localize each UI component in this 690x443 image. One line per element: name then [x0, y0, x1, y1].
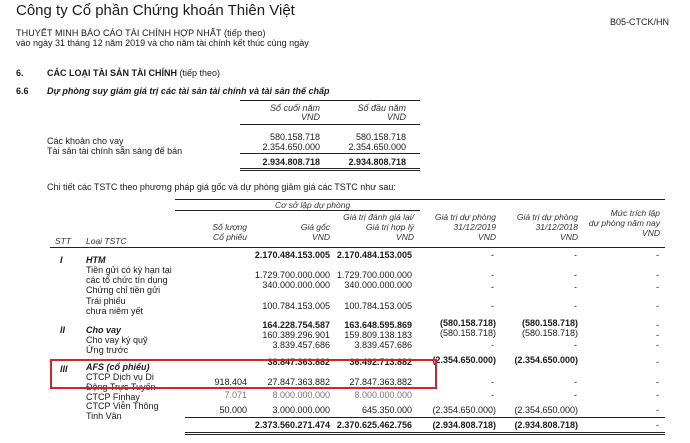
table1-row-label: Tài sản tài chính sẵn sàng để bán	[47, 146, 183, 156]
row-label: Động Trực Tuyến	[86, 382, 156, 392]
row-cost: 2.170.484.153.005	[254, 250, 330, 260]
row-cost: 340.000.000.000	[262, 280, 330, 290]
row-dp2019: (580.158.718)	[439, 328, 496, 338]
dash: -	[574, 390, 577, 400]
dash: -	[491, 270, 494, 280]
row-fair: 2.170.484.153.005	[336, 250, 412, 260]
row-fair: 100.784.153.005	[344, 301, 412, 311]
col-dp2018-1: Giá trị dự phòng	[516, 212, 578, 222]
col-dp2019-2: 31/12/2019	[453, 222, 496, 232]
report-period: vào ngày 31 tháng 12 năm 2019 và cho năm tài chính kết thúc cùng ngày	[16, 38, 309, 48]
row-qty: 50.000	[219, 405, 247, 415]
row-qty: 918.404	[214, 377, 247, 387]
detail-intro: Chi tiết các TSTC theo phương pháp giá gốc và dự phòng giảm giá các TSTC như sau:	[47, 182, 396, 192]
total-cost: 2.373.560.271.474	[254, 420, 330, 430]
table2-top-rule	[175, 199, 665, 200]
dash: -	[574, 270, 577, 280]
highlight-box	[50, 359, 437, 389]
table1-col-end-unit: VND	[300, 112, 320, 122]
dash: -	[574, 377, 577, 387]
row-label: Chứng chỉ tiền gửi	[86, 285, 161, 295]
row-label: HTM	[86, 255, 106, 265]
col-type: Loại TSTC	[86, 236, 127, 246]
dash: -	[574, 250, 577, 260]
row-label: Tiền gửi có kỳ hạn tại	[86, 265, 172, 275]
dash: -	[656, 330, 659, 340]
row-fair: 27.847.363.882	[349, 377, 412, 387]
subsection-number: 6.6	[16, 86, 29, 96]
col-dp2019-3: VND	[478, 232, 496, 242]
table1-row-end: 2.354.650.000	[262, 142, 320, 152]
row-stt: III	[60, 364, 68, 374]
row-cost: 100.784.153.005	[262, 301, 330, 311]
row-label: Tinh Vân	[86, 411, 122, 421]
dash: -	[656, 340, 659, 350]
table1-col-begin: Số đầu năm	[357, 103, 406, 113]
row-cost: 3.000.000.000	[272, 405, 330, 415]
table1-header-rule	[240, 124, 420, 125]
total-fair: 2.370.625.462.756	[336, 420, 412, 430]
dash: -	[574, 301, 577, 311]
col-charge-3: VND	[642, 228, 660, 238]
total-dp2018: (2.934.808.718)	[514, 420, 578, 430]
col-cost-1: Giá gốc	[300, 222, 330, 232]
col-fair-1: Giá trị đánh giá lại/	[343, 212, 414, 222]
dash: -	[656, 301, 659, 311]
dash: -	[656, 377, 659, 387]
row-fair: 3.839.457.686	[354, 340, 412, 350]
table1-double-rule	[240, 168, 420, 171]
dash: -	[656, 320, 659, 330]
row-dp2018: (2.354.650.000)	[514, 355, 578, 365]
row-dp2018: (580.158.718)	[521, 318, 578, 328]
row-fair: 163.648.595.869	[344, 320, 412, 330]
row-cost: 3.839.457.686	[272, 340, 330, 350]
table1-row-end: 580.158.718	[269, 132, 320, 142]
section-title-suffix: (tiếp theo)	[179, 68, 221, 78]
col-fair-3: VND	[396, 232, 414, 242]
row-cost: 1.729.700.000.000	[254, 270, 330, 280]
col-dp2018-2: 31/12/2018	[535, 222, 578, 232]
row-dp2019: (2.354.650.000)	[432, 405, 496, 415]
section-number: 6.	[16, 68, 24, 78]
col-fair-2: Giá trị hợp lý	[365, 222, 414, 232]
row-fair: 36.492.713.882	[349, 357, 412, 367]
dash: -	[656, 420, 659, 430]
table1-row-begin: 2.354.650.000	[348, 142, 406, 152]
row-cost: 160.389.296.901	[262, 330, 330, 340]
col-charge-1: Mức trích lập	[610, 208, 660, 218]
row-fair: 159.809.138.183	[344, 330, 412, 340]
row-dp2019: (580.158.718)	[439, 318, 496, 328]
row-label: Cho vay	[86, 325, 122, 335]
row-label: AFS (cổ phiếu)	[86, 362, 150, 372]
col-qty-1: Số lượng	[212, 222, 247, 232]
dash: -	[656, 250, 659, 260]
row-stt: II	[60, 325, 66, 335]
table2-header-rule	[50, 247, 665, 248]
dash: -	[656, 357, 659, 367]
dash: -	[491, 282, 494, 292]
row-label: CTCP Finhay	[86, 392, 140, 402]
col-stt: STT	[55, 236, 72, 246]
table1-row-label: Các khoản cho vay	[47, 136, 124, 146]
row-cost: 8.000.000.000	[272, 390, 330, 400]
row-cost: 27.847.363.882	[267, 377, 330, 387]
section-title-main: CÁC LOẠI TÀI SẢN TÀI CHÍNH	[47, 68, 177, 78]
col-cost-2: VND	[312, 232, 330, 242]
dash: -	[491, 377, 494, 387]
dash: -	[574, 282, 577, 292]
table1-total-end: 2.934.808.718	[262, 157, 320, 167]
row-fair: 1.729.700.000.000	[336, 270, 412, 280]
subsection-title: Dự phòng suy giảm giá trị các tài sản tài chính và tài sản thế chấp	[47, 86, 330, 96]
row-label: Ứng trước	[86, 345, 129, 355]
row-fair: 340.000.000.000	[344, 280, 412, 290]
section-title	[47, 68, 220, 78]
table2-group-header: Cơ sở lập dự phòng	[275, 200, 351, 210]
table1-col-begin-unit: VND	[386, 112, 406, 122]
row-label: Cho vay ký quỹ	[86, 335, 148, 345]
row-dp2019: (2.354.650.000)	[432, 355, 496, 365]
row-cost: 164.228.754.587	[262, 320, 330, 330]
table1-top-rule	[240, 100, 420, 101]
dash: -	[491, 390, 494, 400]
row-stt: I	[60, 255, 63, 265]
table1-col-end: Số cuối năm	[269, 103, 320, 113]
report-title: THUYẾT MINH BÁO CÁO TÀI CHÍNH HỢP NHẤT (tiếp theo)	[16, 28, 266, 38]
dash: -	[656, 390, 659, 400]
dash: -	[491, 301, 494, 311]
row-label: CTCP Viễn Thông	[86, 401, 159, 411]
row-cost: 38.847.363.882	[267, 357, 330, 367]
table1-row-begin: 580.158.718	[355, 132, 406, 142]
dash: -	[656, 405, 659, 415]
row-fair: 8.000.000.000	[354, 390, 412, 400]
document-reference: B05-CTCK/HN	[610, 17, 670, 27]
dash: -	[656, 270, 659, 280]
table1-total-begin: 2.934.808.718	[348, 157, 406, 167]
row-label: chưa niêm yết	[86, 306, 144, 316]
row-label: các tổ chức tín dụng	[86, 275, 168, 285]
row-dp2018: (580.158.718)	[521, 328, 578, 338]
row-label: CTCP Dịch vụ Di	[86, 372, 154, 382]
company-name: Công ty Cổ phần Chứng khoán Thiên Việt	[16, 2, 295, 19]
col-qty-2: Cổ phiếu	[212, 232, 247, 242]
dash: -	[491, 340, 494, 350]
row-fair: 645.350.000	[361, 405, 412, 415]
table1-sum-rule	[240, 153, 420, 154]
dash: -	[491, 250, 494, 260]
table2-sum-rule	[185, 417, 665, 418]
col-charge-2: dự phòng năm nay	[588, 218, 660, 228]
col-dp2019-1: Giá trị dự phòng	[434, 212, 496, 222]
dash: -	[656, 282, 659, 292]
table2-double-rule	[185, 432, 665, 435]
col-dp2018-3: VND	[560, 232, 578, 242]
dash: -	[574, 340, 577, 350]
row-dp2018: (2.354.650.000)	[514, 405, 578, 415]
total-dp2019: (2.934.808.718)	[432, 420, 496, 430]
table2-group-rule	[175, 210, 420, 211]
row-qty: 7.071	[224, 390, 247, 400]
row-label: Trái phiếu	[86, 296, 126, 306]
